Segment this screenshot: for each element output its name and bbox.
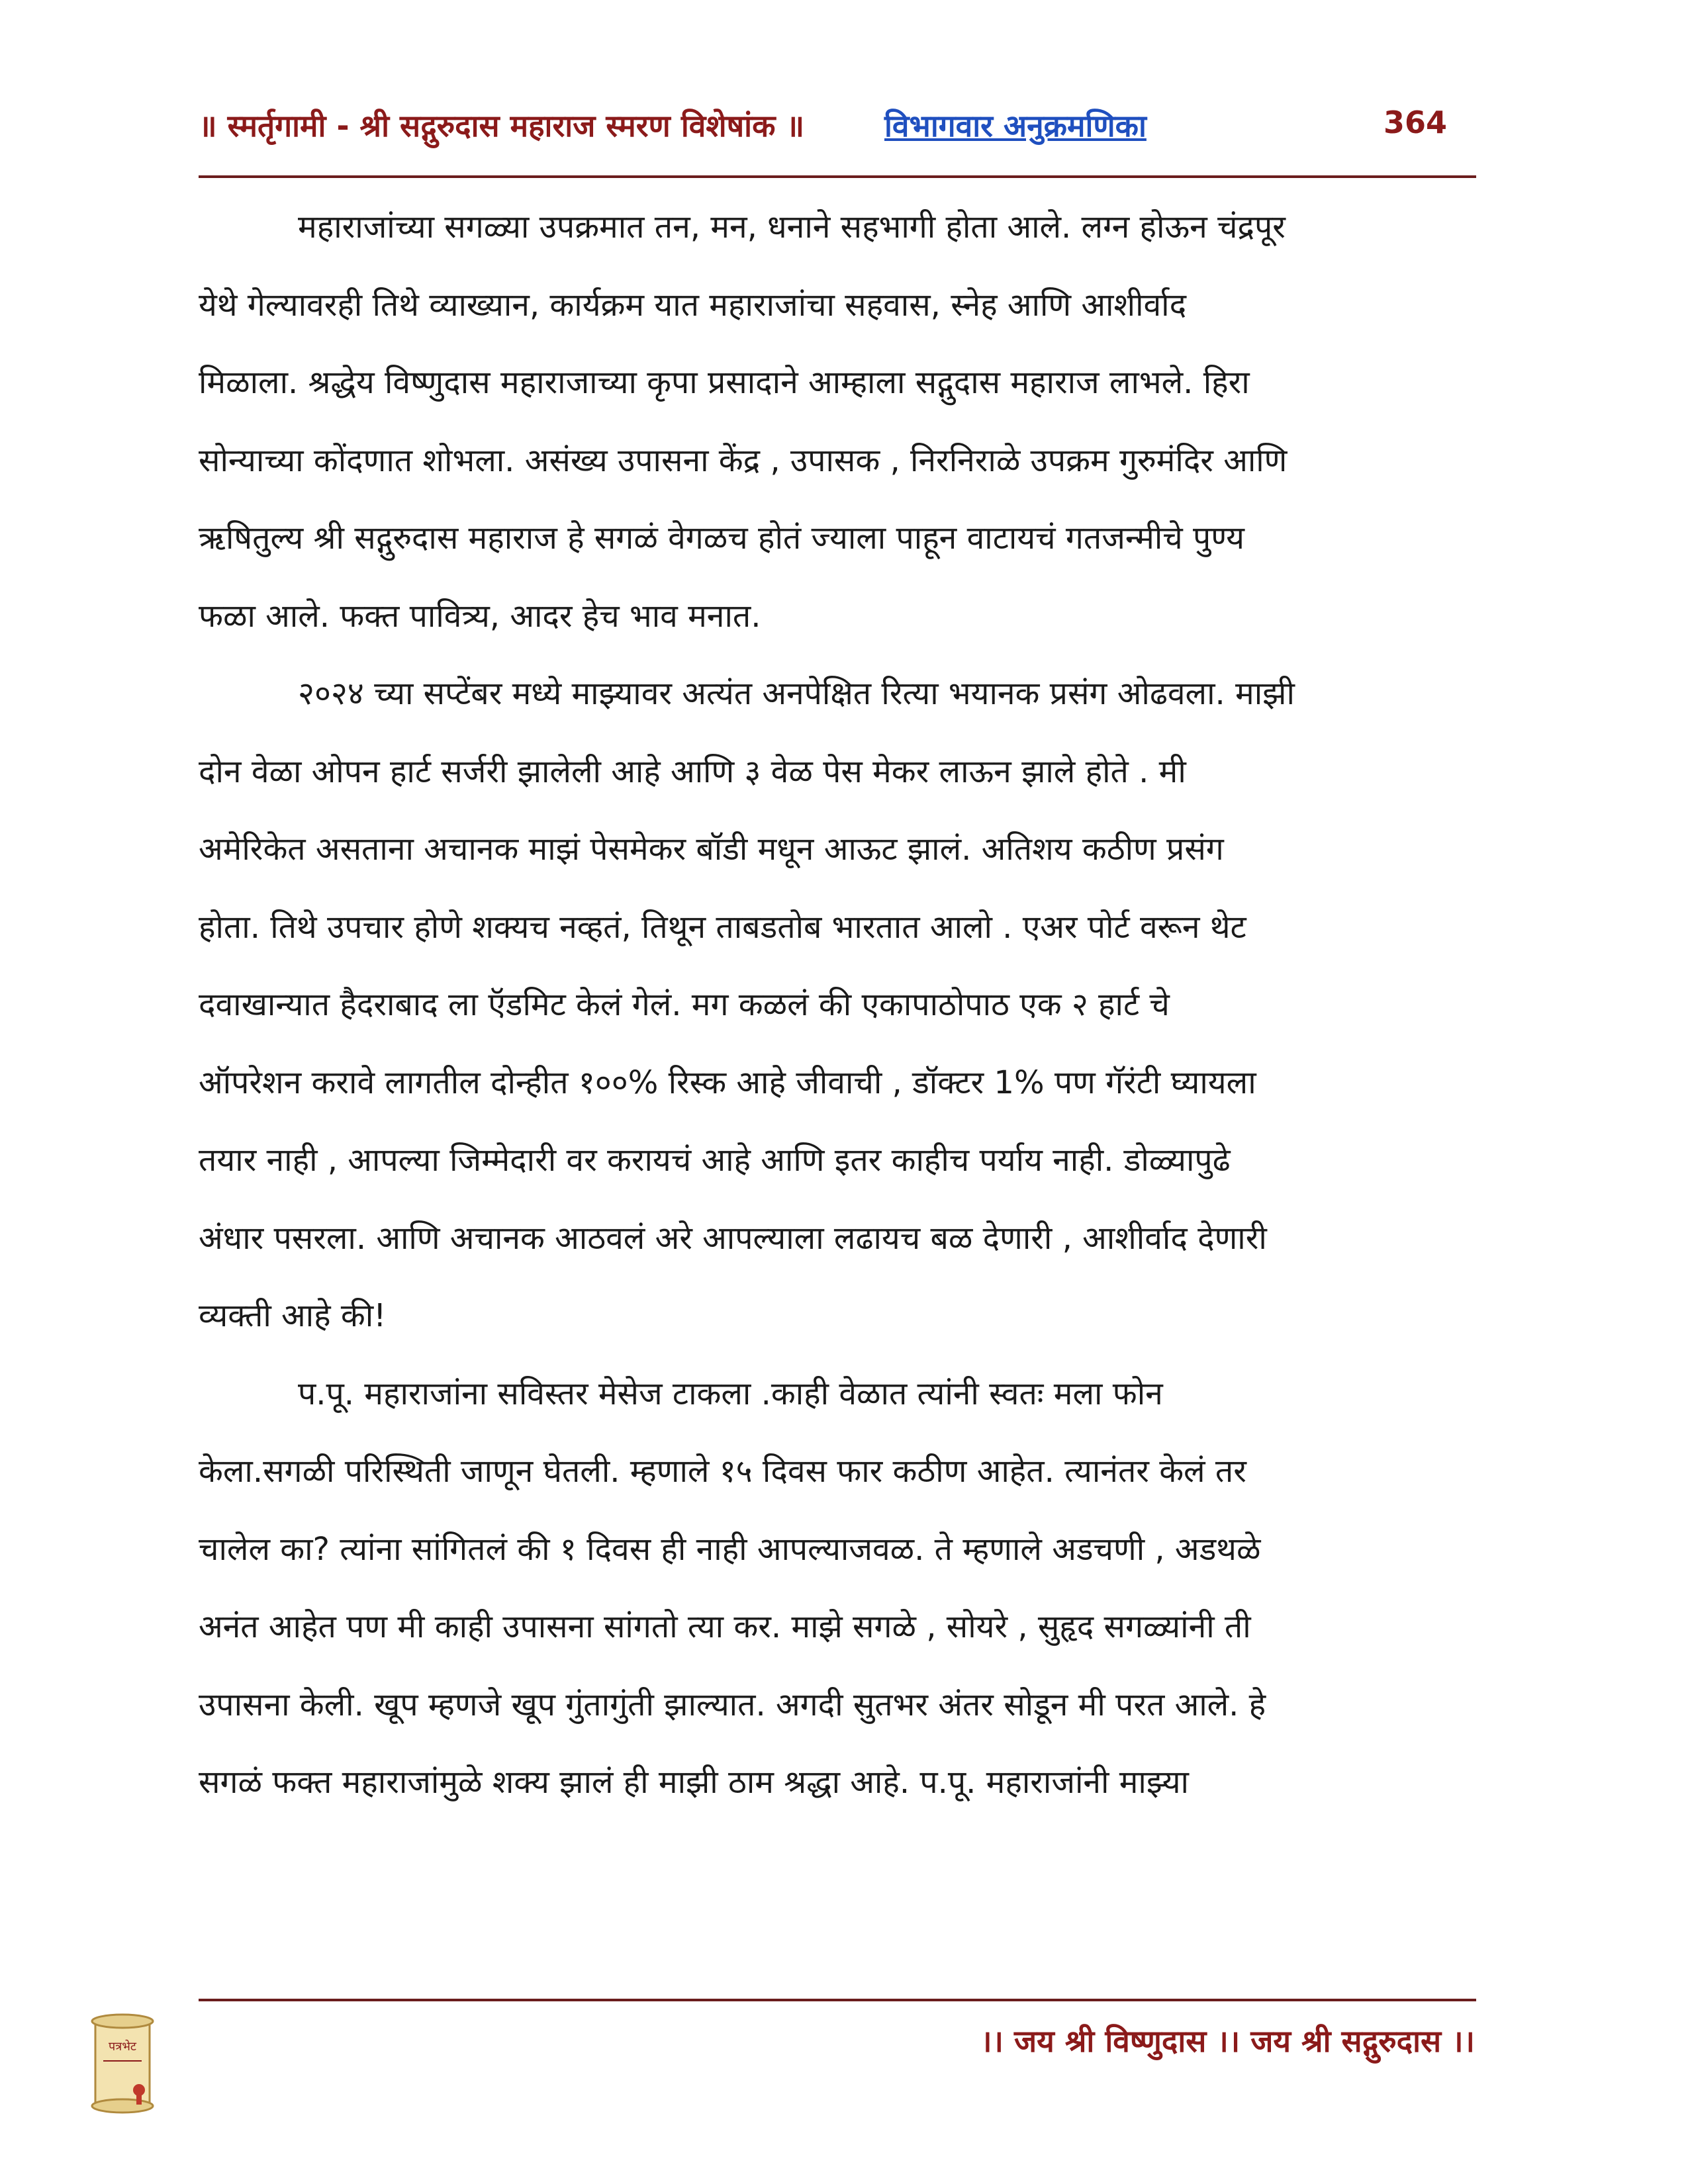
- text-line: येथे गेल्यावरही तिथे व्याख्यान, कार्यक्रम यात महाराजांचा सहवास, स्नेह आणि आशीर्वाद: [199, 286, 1187, 324]
- text-line: २०२४ च्या सप्टेंबर मध्ये माझ्यावर अत्यंत अनपेक्षित रित्या भयानक प्रसंग ओढवला. माझी: [298, 675, 1295, 712]
- text-line: फळा आले. फक्त पावित्र्य, आदर हेच भाव मनात.: [199, 597, 761, 635]
- body-text: [199, 189, 1476, 1822]
- scroll-logo-icon: [86, 2012, 159, 2118]
- text-line: व्यक्ती आहे की!: [199, 1297, 387, 1334]
- text-line: सोन्याच्या कोंदणात शोभला. असंख्य उपासना केंद्र , उपासक , निरनिराळे उपक्रम गुरुमंदिर आणि: [199, 441, 1288, 479]
- paragraph-3: [199, 1355, 1476, 1822]
- text-line: चालेल का? त्यांना सांगितलं की १ दिवस ही नाही आपल्याजवळ. ते म्हणाले अडचणी , अडथळे: [199, 1530, 1261, 1568]
- text-line: होता. तिथे उपचार होणे शक्यच नव्हतं, तिथून ताबडतोब भारतात आलो . एअर पोर्ट वरून थेट: [199, 908, 1246, 946]
- text-line: दोन वेळा ओपन हार्ट सर्जरी झालेली आहे आणि ३ वेळ पेस मेकर लाऊन झाले होते . मी: [199, 752, 1186, 790]
- text-line: अनंत आहेत पण मी काही उपासना सांगतो त्या कर. माझे सगळे , सोयरे , सुहृद सगळ्यांनी ती: [199, 1608, 1251, 1645]
- text-line: सगळं फक्त महाराजांमुळे शक्य झालं ही माझी ठाम श्रद्धा आहे. प.पू. महाराजांनी माझ्या: [199, 1764, 1189, 1801]
- section-index-link[interactable]: विभागवार अनुक्रमणिका: [884, 108, 1147, 144]
- footer-blessing: ।। जय श्री विष्णुदास ।। जय श्री सद्गुरुदास ।।: [980, 2023, 1475, 2059]
- text-line: ऑपरेशन करावे लागतील दोन्हीत १००% रिस्क आहे जीवाची , डॉक्टर 1% पण गॅरंटी घ्यायला: [199, 1064, 1256, 1101]
- text-line: प.पू. महाराजांना सविस्तर मेसेज टाकला .काही वेळात त्यांनी स्वतः मला फोन: [298, 1375, 1163, 1412]
- text-line: उपासना केली. खूप म्हणजे खूप गुंतागुंती झाल्यात. अगदी सुतभर अंतर सोडून मी परत आले. हे: [199, 1686, 1266, 1723]
- logo-text: पत्रभेट: [109, 2040, 136, 2054]
- paragraph-2: [199, 655, 1476, 1355]
- header-title: ॥ स्मर्तृगामी - श्री सद्गुरुदास महाराज स्मरण विशेषांक ॥: [199, 108, 804, 144]
- page-number: 364: [1383, 105, 1448, 140]
- footer-divider: [199, 1999, 1476, 2001]
- header-divider: [199, 175, 1476, 178]
- text-line: अमेरिकेत असताना अचानक माझं पेसमेकर बॉडी मधून आऊट झालं. अतिशय कठीण प्रसंग: [199, 831, 1224, 868]
- text-line: मिळाला. श्रद्धेय विष्णुदास महाराजाच्या कृपा प्रसादाने आम्हाला सद्गुदास महाराज लाभले. हिरा: [199, 364, 1250, 401]
- text-line: दवाखान्यात हैदराबाद ला ऍडमिट केलं गेलं. मग कळलं की एकापाठोपाठ एक २ हार्ट चे: [199, 986, 1170, 1023]
- text-line: ऋषितुल्य श्री सद्गुरुदास महाराज हे सगळं वेगळच होतं ज्याला पाहून वाटायचं गतजन्मीचे पुण्य: [199, 520, 1244, 557]
- paragraph-1: [199, 189, 1476, 655]
- page-header: [199, 99, 1476, 152]
- text-line: महाराजांच्या सगळ्या उपक्रमात तन, मन, धनाने सहभागी होता आले. लग्न होऊन चंद्रपूर: [298, 208, 1286, 246]
- text-line: केला.सगळी परिस्थिती जाणून घेतली. म्हणाले १५ दिवस फार कठीण आहेत. त्यानंतर केलं तर: [199, 1453, 1246, 1490]
- text-line: अंधार पसरला. आणि अचानक आठवलं अरे आपल्याला लढायच बळ देणारी , आशीर्वाद देणारी: [199, 1219, 1267, 1257]
- text-line: तयार नाही , आपल्या जिम्मेदारी वर करायचं आहे आणि इतर काहीच पर्याय नाही. डोळ्यापुढे: [199, 1142, 1231, 1179]
